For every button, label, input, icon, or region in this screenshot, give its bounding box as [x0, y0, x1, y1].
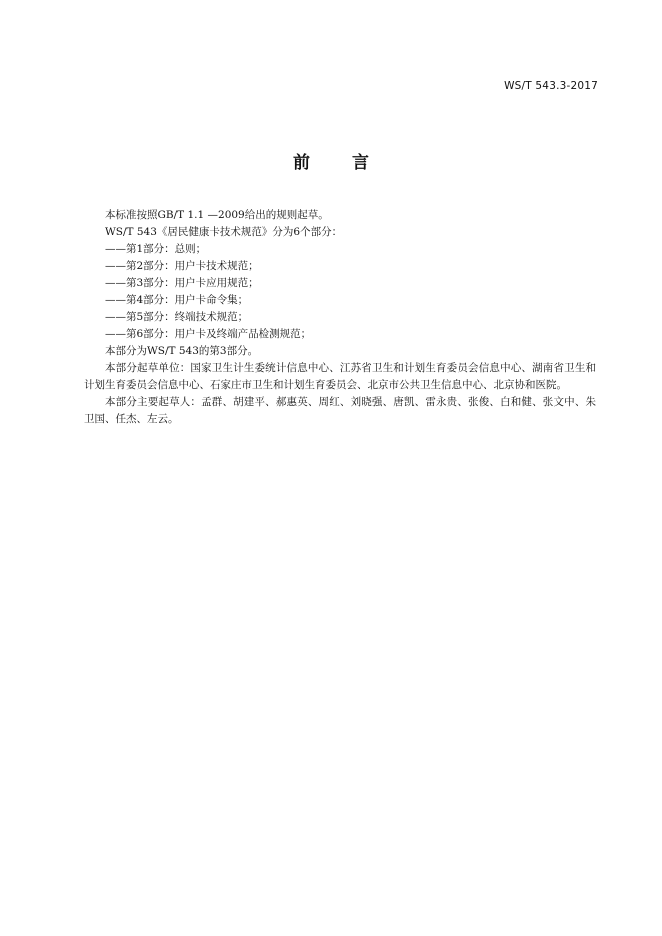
- list-item: ——第3部分：用户卡应用规范；: [105, 277, 259, 289]
- list-item: ——第1部分：总则；: [105, 243, 207, 255]
- list-item: ——第2部分：用户卡技术规范；: [105, 260, 259, 272]
- list-item: ——第4部分：用户卡命令集；: [105, 294, 249, 306]
- drafters-paragraph: 本部分主要起草人：孟群、胡建平、郝惠英、周红、刘晓强、唐凯、雷永贵、张俊、白和健、张文中、朱卫国、任杰、左云。: [84, 396, 596, 425]
- foreword-body: [84, 207, 596, 428]
- list-item: ——第6部分：用户卡及终端产品检测规范；: [105, 328, 312, 340]
- part-statement-paragraph: 本部分为WS/T 543的第3部分。: [105, 345, 259, 357]
- document-code: WS/T 543.3-2017: [504, 80, 598, 92]
- page-title: 前 言: [293, 153, 387, 173]
- list-item: ——第5部分：终端技术规范；: [105, 311, 249, 323]
- drafting-units-paragraph: 本部分起草单位：国家卫生计生委统计信息中心、江苏省卫生和计划生育委员会信息中心、湖南省卫生和计划生育委员会信息中心、石家庄市卫生和计划生育委员会、北京市公共卫生信息中心、北京协和医院。: [84, 362, 596, 391]
- drafting-rule-paragraph: 本标准按照GB/T 1.1 —2009给出的规则起草。: [105, 209, 329, 221]
- parts-intro-paragraph: WS/T 543《居民健康卡技术规范》分为6个部分：: [105, 226, 343, 238]
